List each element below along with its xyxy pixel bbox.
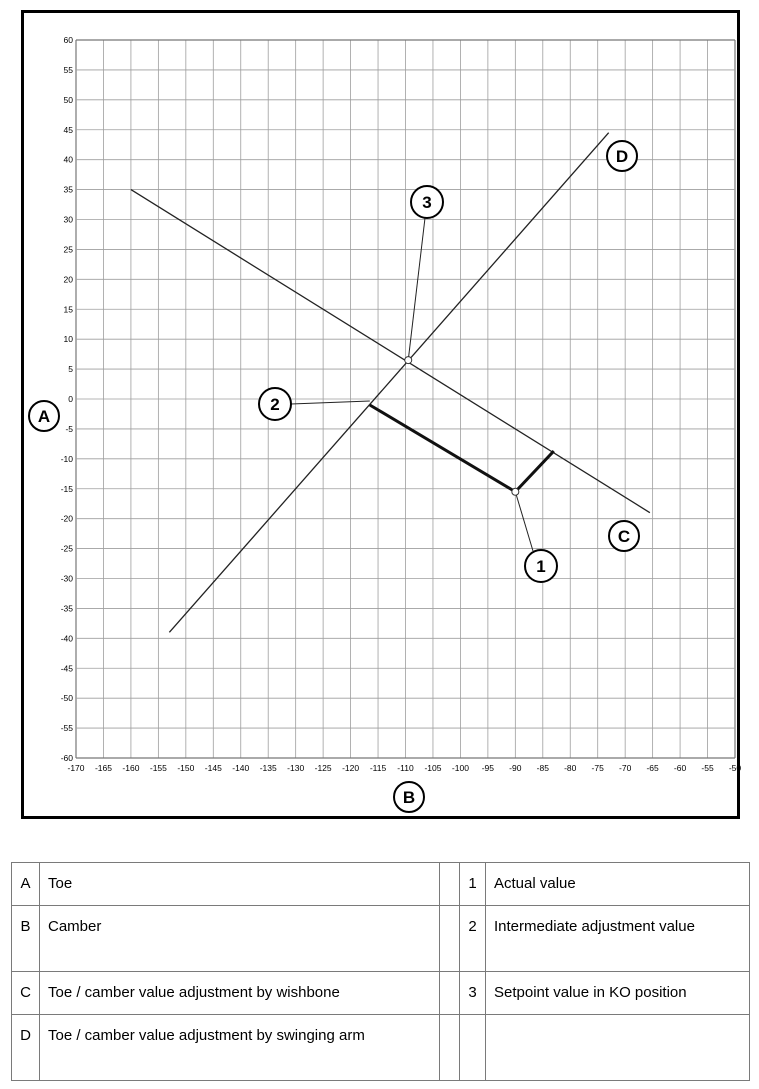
callout-d xyxy=(607,141,637,171)
y-tick-label: 5 xyxy=(68,364,73,375)
y-tick-label: 55 xyxy=(63,64,73,75)
x-tick-label: -155 xyxy=(149,763,167,773)
legend-number: 2 xyxy=(460,906,486,972)
legend-table xyxy=(11,862,750,1081)
callout-b-label: B xyxy=(402,788,416,807)
x-tick-label: -90 xyxy=(509,763,522,773)
legend-row xyxy=(12,1015,750,1081)
x-tick-label: -130 xyxy=(287,763,305,773)
leader-1 xyxy=(515,492,533,551)
y-tick-label: 50 xyxy=(63,94,73,105)
point-1-actual-value xyxy=(512,488,519,495)
x-tick-label: -110 xyxy=(397,763,414,773)
x-tick-label: -75 xyxy=(591,763,604,773)
leader-2 xyxy=(291,401,370,404)
legend-number-text: Actual value xyxy=(486,863,750,906)
line-c-wishbone-adjustment xyxy=(131,190,650,513)
legend-row xyxy=(12,863,750,906)
callout-1 xyxy=(525,550,557,582)
y-tick-label: 30 xyxy=(63,214,73,225)
legend-number xyxy=(460,1015,486,1081)
legend-text: Toe / camber value adjustment by swinging arm xyxy=(40,1015,440,1081)
legend-number-text xyxy=(486,1015,750,1081)
y-tick-label: -45 xyxy=(60,663,73,674)
grid xyxy=(76,40,735,758)
x-tick-label: -65 xyxy=(646,763,659,773)
x-tick-label: -170 xyxy=(67,763,85,773)
legend-row xyxy=(12,972,750,1015)
y-tick-label: 40 xyxy=(63,154,73,165)
point-3-setpoint-value xyxy=(405,357,412,364)
x-tick-label: -85 xyxy=(536,763,549,773)
x-tick-label: -55 xyxy=(701,763,714,773)
callout-a xyxy=(29,401,59,431)
x-tick-label: -70 xyxy=(619,763,632,773)
legend-row xyxy=(12,906,750,972)
callout-3 xyxy=(411,186,443,218)
y-tick-label: -25 xyxy=(60,543,73,554)
y-tick-label: -30 xyxy=(60,573,73,584)
x-tick-label: -145 xyxy=(204,763,222,773)
y-tick-label: 10 xyxy=(63,334,73,345)
callout-c xyxy=(609,521,639,551)
legend-number-text: Setpoint value in KO position xyxy=(486,972,750,1015)
legend-spacer xyxy=(440,1015,460,1081)
x-tick-label: -135 xyxy=(259,763,277,773)
callout-c-label: C xyxy=(617,527,631,546)
y-tick-label: -5 xyxy=(65,423,73,434)
callout-3-label: 3 xyxy=(422,193,432,212)
x-tick-label: -115 xyxy=(369,763,387,773)
x-tick-label: -165 xyxy=(94,763,112,773)
y-tick-label: -60 xyxy=(60,753,73,763)
callout-a-label: A xyxy=(37,407,51,426)
callout-leaders xyxy=(291,218,533,551)
x-tick-label: -60 xyxy=(673,763,687,773)
y-tick-label: -35 xyxy=(60,603,73,614)
legend-key: A xyxy=(12,863,40,906)
legend-number-text: Intermediate adjustment value xyxy=(486,906,750,972)
x-tick-label: -140 xyxy=(232,763,250,773)
y-tick-label: 60 xyxy=(63,35,73,45)
y-tick-label: -10 xyxy=(60,453,73,464)
legend-number: 3 xyxy=(460,972,486,1015)
legend-spacer xyxy=(440,972,460,1015)
x-tick-label: -100 xyxy=(451,763,469,773)
callout-d-label: D xyxy=(615,147,629,166)
callout-b xyxy=(394,782,424,812)
y-tick-label: -55 xyxy=(60,723,73,734)
y-tick-label: 0 xyxy=(68,394,73,404)
legend-text: Camber xyxy=(40,906,440,972)
x-tick-label: -160 xyxy=(122,763,140,773)
adjustment-path xyxy=(370,405,554,492)
x-tick-label: -150 xyxy=(177,763,195,773)
callout-1-label: 1 xyxy=(536,557,546,576)
y-tick-label: 35 xyxy=(63,184,73,195)
callout-2 xyxy=(259,388,291,420)
legend-number: 1 xyxy=(460,863,486,906)
legend-key: D xyxy=(12,1015,40,1081)
y-tick-label: 45 xyxy=(63,124,73,135)
legend-spacer xyxy=(440,863,460,906)
legend-spacer xyxy=(440,906,460,972)
y-tick-label: 20 xyxy=(63,274,73,285)
legend-text: Toe / camber value adjustment by wishbone xyxy=(40,972,440,1015)
legend-text: Toe xyxy=(40,863,440,906)
x-tick-label: -50 xyxy=(728,763,742,773)
x-tick-label: -95 xyxy=(481,763,495,773)
y-tick-label: -50 xyxy=(60,693,73,704)
y-tick-label: -40 xyxy=(60,633,73,644)
x-tick-label: -120 xyxy=(342,763,360,773)
y-tick-label: -20 xyxy=(60,513,73,524)
legend-key: C xyxy=(12,972,40,1015)
y-tick-label: 15 xyxy=(63,304,73,315)
axis-ticks xyxy=(61,35,742,773)
x-tick-label: -80 xyxy=(564,763,577,773)
y-tick-label: 25 xyxy=(63,244,73,255)
x-tick-label: -105 xyxy=(424,763,442,773)
legend-key: B xyxy=(12,906,40,972)
callout-2-label: 2 xyxy=(270,395,280,414)
y-tick-label: -15 xyxy=(60,483,73,494)
x-tick-label: -125 xyxy=(314,763,332,773)
